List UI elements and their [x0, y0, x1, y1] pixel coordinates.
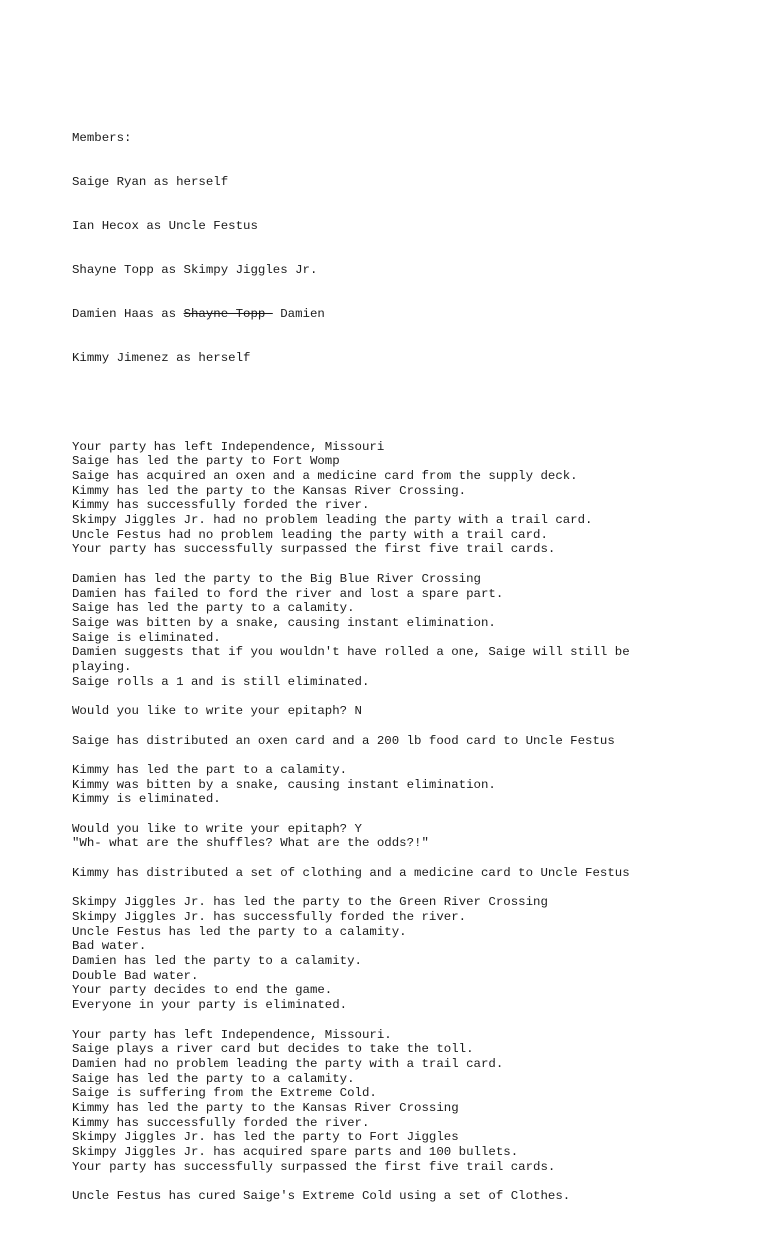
blank-line: [72, 748, 752, 763]
log-paragraph: [72, 440, 752, 558]
member-line: Kimmy Jimenez as herself: [72, 351, 251, 366]
log-line: Skimpy Jiggles Jr. has successfully forded the river.: [72, 909, 467, 924]
members-block: [72, 101, 752, 395]
log-paragraph: [72, 1028, 752, 1175]
members-heading: Members:: [72, 130, 132, 145]
log-blocks: [72, 425, 752, 1204]
blank-line: [72, 851, 752, 866]
log-line: Double Bad water.: [72, 968, 199, 983]
log-line: Saige plays a river card but decides to take the toll.: [72, 1042, 474, 1057]
log-line: Saige has distributed an oxen card and a 200 lb food card to Uncle Festus: [72, 733, 615, 748]
log-line: Your party has left Independence, Missouri: [72, 439, 385, 454]
log-paragraph: [72, 895, 752, 1013]
member-line: Ian Hecox as Uncle Festus: [72, 219, 258, 234]
blank-line: [72, 690, 752, 705]
member-line: Saige Ryan as herself: [72, 174, 229, 189]
log-line: Damien has failed to ford the river and lost a spare part.: [72, 586, 504, 601]
damien-line-prefix: Damien Haas as: [72, 307, 184, 322]
log-line: Everyone in your party is eliminated.: [72, 998, 348, 1013]
log-line: Skimpy Jiggles Jr. had no problem leading the party with a trail card.: [72, 513, 593, 528]
log-line: Saige has led the party to Fort Womp: [72, 454, 340, 469]
log-line: Skimpy Jiggles Jr. has led the party to Fort Jiggles: [72, 1130, 459, 1145]
blank-line: [72, 1013, 752, 1028]
log-line: Kimmy has distributed a set of clothing and a medicine card to Uncle Festus: [72, 865, 630, 880]
log-line: Saige has led the party to a calamity.: [72, 601, 355, 616]
member-line-damien: [72, 307, 752, 322]
damien-line-suffix: Damien: [272, 307, 325, 322]
log-line: Damien has led the party to the Big Blue River Crossing: [72, 571, 481, 586]
log-line: "Wh- what are the shuffles? What are the odds?!": [72, 836, 429, 851]
log-line: Saige rolls a 1 and is still eliminated.: [72, 674, 370, 689]
log-line: Uncle Festus had no problem leading the party with a trail card.: [72, 527, 548, 542]
log-line: playing.: [72, 660, 132, 675]
blank-line: [72, 1175, 752, 1190]
blank-line: [72, 557, 752, 572]
log-line: Would you like to write your epitaph? Y: [72, 821, 362, 836]
log-line: Saige is suffering from the Extreme Cold.: [72, 1086, 377, 1101]
log-line: Your party decides to end the game.: [72, 983, 333, 998]
log-line: Uncle Festus has cured Saige's Extreme Cold using a set of Clothes.: [72, 1189, 571, 1204]
log-line: Skimpy Jiggles Jr. has led the party to the Green River Crossing: [72, 895, 548, 910]
log-line: Damien has led the party to a calamity.: [72, 954, 362, 969]
member-line: Shayne Topp as Skimpy Jiggles Jr.: [72, 263, 318, 278]
log-line: Your party has successfully surpassed the first five trail cards.: [72, 542, 556, 557]
log-line: Kimmy has led the part to a calamity.: [72, 762, 348, 777]
log-line: Uncle Festus has led the party to a calamity.: [72, 924, 407, 939]
log-line: Kimmy has successfully forded the river.: [72, 498, 370, 513]
log-line: Your party has left Independence, Missouri.: [72, 1027, 392, 1042]
struck-text: Shayne Topp: [183, 307, 273, 322]
blank-line: [72, 425, 752, 440]
log-paragraph: [72, 866, 752, 881]
log-line: Saige was bitten by a snake, causing instant elimination.: [72, 615, 496, 630]
log-line: Kimmy has successfully forded the river.: [72, 1115, 370, 1130]
log-line: Saige has acquired an oxen and a medicine card from the supply deck.: [72, 468, 578, 483]
log-line: Kimmy has led the party to the Kansas River Crossing: [72, 1101, 459, 1116]
log-paragraph: [72, 1189, 752, 1204]
log-line: Kimmy is eliminated.: [72, 792, 221, 807]
log-line: Kimmy was bitten by a snake, causing instant elimination.: [72, 777, 496, 792]
log-line: Your party has successfully surpassed the first five trail cards.: [72, 1159, 556, 1174]
blank-line: [72, 719, 752, 734]
log-line: Saige has led the party to a calamity.: [72, 1071, 355, 1086]
log-line: Would you like to write your epitaph? N: [72, 704, 362, 719]
log-paragraph: [72, 704, 752, 719]
blank-line: [72, 881, 752, 896]
log-line: Bad water.: [72, 939, 147, 954]
log-paragraph: [72, 822, 752, 851]
document-body: [72, 72, 752, 1233]
log-line: Saige is eliminated.: [72, 630, 221, 645]
log-line: Kimmy has led the party to the Kansas River Crossing.: [72, 483, 467, 498]
log-paragraph: [72, 734, 752, 749]
log-line: Damien suggests that if you wouldn't have rolled a one, Saige will still be: [72, 645, 630, 660]
log-line: Skimpy Jiggles Jr. has acquired spare parts and 100 bullets.: [72, 1145, 519, 1160]
log-line: Damien had no problem leading the party with a trail card.: [72, 1056, 504, 1071]
blank-line: [72, 807, 752, 822]
log-paragraph: [72, 572, 752, 690]
log-paragraph: [72, 763, 752, 807]
